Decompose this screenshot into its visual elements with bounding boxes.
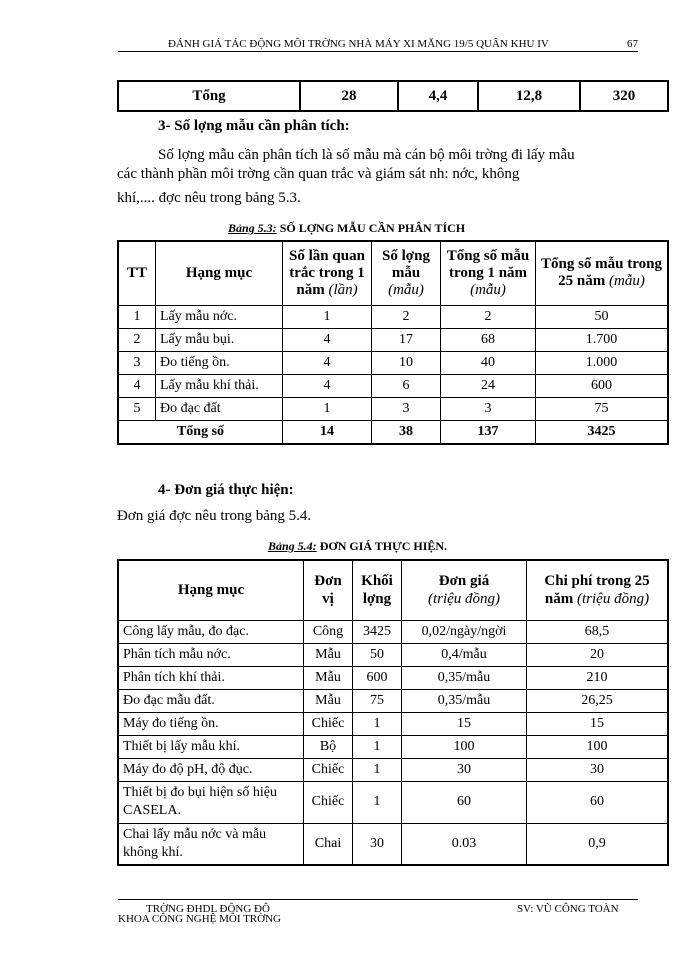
table-cell: 60 <box>527 781 669 823</box>
footer-school: TRỜNG ĐHDL ĐÔNG ĐÔ <box>146 903 270 915</box>
table-cell: 15 <box>527 712 669 735</box>
table-cell: Công <box>304 620 353 643</box>
col-header-total1 <box>441 241 536 305</box>
section3-para-line3: khí,.... đợc nêu trong bảng 5.3. <box>117 190 301 206</box>
col-header-tt: TT <box>118 241 156 305</box>
col-header-qty: Khối lợng <box>353 560 402 620</box>
table-cell: 600 <box>536 374 669 397</box>
table-cell: Lấy mẫu nớc. <box>156 305 283 328</box>
table54-caption-title: ĐƠN GIÁ THỰC HIỆN. <box>319 539 448 553</box>
table-cell: 2 <box>118 328 156 351</box>
table-row <box>118 735 668 758</box>
table-cell: Chiếc <box>304 758 353 781</box>
table-row <box>118 351 668 374</box>
col-header-price-text: Đơn giá <box>438 573 490 590</box>
table-cell: Công lấy mẫu, đo đạc. <box>118 620 304 643</box>
table-cell: 1 <box>353 712 402 735</box>
col-header-samples-unit: (mẫu) <box>388 281 424 298</box>
col-header-times <box>283 241 372 305</box>
col-header-item: Hạng mục <box>156 241 283 305</box>
table-cell: 137 <box>441 420 536 444</box>
table-cell: 4 <box>283 351 372 374</box>
table-cell: 600 <box>353 666 402 689</box>
table-total-row <box>118 420 668 444</box>
table-cell: 1.000 <box>536 351 669 374</box>
col-header-total25-unit: (mẫu) <box>609 273 645 290</box>
table-cell: 75 <box>536 397 669 420</box>
table-cell: Lấy mẫu bụi. <box>156 328 283 351</box>
table-row <box>118 823 668 865</box>
table-cell: 75 <box>353 689 402 712</box>
table-5-4 <box>117 559 669 866</box>
col-header-item: Hạng mục <box>118 560 304 620</box>
section3-heading: 3- Số lợng mẫu cần phân tích: <box>158 118 350 134</box>
table-cell: Tổng <box>118 81 300 111</box>
table-row <box>118 643 668 666</box>
table-cell: 1.700 <box>536 328 669 351</box>
table54-caption <box>268 539 447 554</box>
table-cell: 6 <box>372 374 441 397</box>
table-cell: 3425 <box>536 420 669 444</box>
table-cell: 100 <box>402 735 527 758</box>
header-title: ĐÁNH GIÁ TÁC ĐỘNG MÔI TRỜNG NHÀ MÁY XI MĂNG 19/5 QUÂN KHU IV <box>168 38 549 50</box>
table-cell: Đo đạc mẫu đất. <box>118 689 304 712</box>
col-header-total1-text: Tổng số mẫu trong 1 năm <box>446 247 530 281</box>
table-cell: 1 <box>353 781 402 823</box>
table-cell: Đo tiếng ồn. <box>156 351 283 374</box>
table-5-3 <box>117 240 669 445</box>
table-cell: 50 <box>353 643 402 666</box>
table-cell: 26,25 <box>527 689 669 712</box>
table-row <box>118 328 668 351</box>
table-cell: 4,4 <box>398 81 478 111</box>
table-cell: 0,35/mẫu <box>402 689 527 712</box>
table-cell: 2 <box>372 305 441 328</box>
table-cell: Lấy mẫu khí thải. <box>156 374 283 397</box>
col-header-total25-text: Tổng số mẫu trong 25 năm <box>541 256 662 290</box>
table-cell: Máy đo độ pH, độ đục. <box>118 758 304 781</box>
table-cell: 50 <box>536 305 669 328</box>
table-cell: 10 <box>372 351 441 374</box>
table-cell: Phân tích mẫu nớc. <box>118 643 304 666</box>
table-cell: 1 <box>283 305 372 328</box>
table-cell: 38 <box>372 420 441 444</box>
table-cell: 210 <box>527 666 669 689</box>
table-cell: Thiết bị đo bụi hiện số hiệu CASELA. <box>118 781 304 823</box>
table-cell: 20 <box>527 643 669 666</box>
table-cell: 0,4/mẫu <box>402 643 527 666</box>
table-cell: 28 <box>300 81 398 111</box>
table-cell: 100 <box>527 735 669 758</box>
page-number: 67 <box>627 38 638 50</box>
col-header-total1-unit: (mẫu) <box>470 281 506 298</box>
table-cell: 5 <box>118 397 156 420</box>
footer-faculty: KHOA CÔNG NGHỆ MÔI TRỜNG <box>118 913 281 925</box>
table-cell: Đo đạc đất <box>156 397 283 420</box>
table-cell: 1 <box>353 735 402 758</box>
table-row <box>118 374 668 397</box>
table-cell: 4 <box>283 328 372 351</box>
table-cell: 30 <box>402 758 527 781</box>
table-cell: 4 <box>118 374 156 397</box>
section4-heading: 4- Đơn giá thực hiện: <box>158 482 294 498</box>
section3-para-line1: Số lợng mẫu cần phân tích là số mẫu mà cán bộ môi trờng đi lấy mẫu <box>158 147 575 163</box>
table-cell: Bộ <box>304 735 353 758</box>
col-header-cost-text: Chi phí trong 25 năm <box>544 573 650 608</box>
table-cell: Tổng số <box>118 420 283 444</box>
table54-caption-label: Bảng 5.4: <box>268 539 317 553</box>
table53-caption-title: SỐ LỢNG MẪU CẦN PHÂN TÍCH <box>279 221 466 235</box>
table-cell: 17 <box>372 328 441 351</box>
table-cell: Chai <box>304 823 353 865</box>
table-cell: Mẫu <box>304 689 353 712</box>
table-row <box>118 397 668 420</box>
table-cell: 12,8 <box>478 81 580 111</box>
table-cell: 68,5 <box>527 620 669 643</box>
table-cell: Phân tích khí thải. <box>118 666 304 689</box>
table-cell: 3 <box>372 397 441 420</box>
table-cell: 3425 <box>353 620 402 643</box>
col-header-cost <box>527 560 669 620</box>
table-cell: 3 <box>118 351 156 374</box>
section3-para-line2: các thành phần môi trờng cần quan trắc và giám sát nh: nớc, không <box>117 166 520 182</box>
col-header-samples-text: Số lợng mẫu <box>382 247 430 281</box>
col-header-times-text: Số lần quan trắc trong 1 năm <box>289 247 365 298</box>
table-cell: 68 <box>441 328 536 351</box>
table-cell: 0.03 <box>402 823 527 865</box>
table-row <box>118 781 668 823</box>
col-header-total25 <box>536 241 669 305</box>
section4-para: Đơn giá đợc nêu trong bảng 5.4. <box>117 508 312 524</box>
table-cell: 0,02/ngày/ngời <box>402 620 527 643</box>
table-row <box>118 305 668 328</box>
table53-caption-label: Bảng 5.3: <box>228 221 277 235</box>
footer-student: SV: VŨ CÔNG TOÀN <box>517 903 619 915</box>
table-cell: 4 <box>283 374 372 397</box>
table-cell: 0,9 <box>527 823 669 865</box>
table-cell: 30 <box>527 758 669 781</box>
table-cell: 14 <box>283 420 372 444</box>
table-cell: 60 <box>402 781 527 823</box>
table-cell: Chiếc <box>304 712 353 735</box>
table-row <box>118 666 668 689</box>
table-cell: 30 <box>353 823 402 865</box>
col-header-samples <box>372 241 441 305</box>
table-cell: 24 <box>441 374 536 397</box>
table-header-row <box>118 560 668 620</box>
table-cell: Chiếc <box>304 781 353 823</box>
table-cell: 320 <box>580 81 668 111</box>
table-row <box>118 81 668 111</box>
table-cell: Chai lấy mẫu nớc và mẫu không khí. <box>118 823 304 865</box>
table-header-row <box>118 241 668 305</box>
table-row <box>118 620 668 643</box>
table-cell: 2 <box>441 305 536 328</box>
table53-caption <box>228 221 465 236</box>
footer-divider <box>118 899 638 900</box>
table-cell: 1 <box>118 305 156 328</box>
table-cell: Mẫu <box>304 666 353 689</box>
table-cell: 0,35/mẫu <box>402 666 527 689</box>
col-header-cost-unit: (triệu đồng) <box>577 591 650 608</box>
col-header-unit: Đơn vị <box>304 560 353 620</box>
table-row <box>118 712 668 735</box>
table-row <box>118 758 668 781</box>
page-header <box>118 38 638 52</box>
table-cell: 3 <box>441 397 536 420</box>
table-cell: 1 <box>353 758 402 781</box>
previous-table-total-row <box>117 80 669 112</box>
table-cell: Thiết bị lấy mẫu khí. <box>118 735 304 758</box>
table-row <box>118 689 668 712</box>
table-cell: Mẫu <box>304 643 353 666</box>
table-cell: 1 <box>283 397 372 420</box>
table-cell: 40 <box>441 351 536 374</box>
table-cell: 15 <box>402 712 527 735</box>
col-header-times-unit: (lần) <box>328 281 358 298</box>
col-header-price <box>402 560 527 620</box>
table-cell: Máy đo tiếng ồn. <box>118 712 304 735</box>
col-header-price-unit: (triệu đồng) <box>427 591 501 608</box>
